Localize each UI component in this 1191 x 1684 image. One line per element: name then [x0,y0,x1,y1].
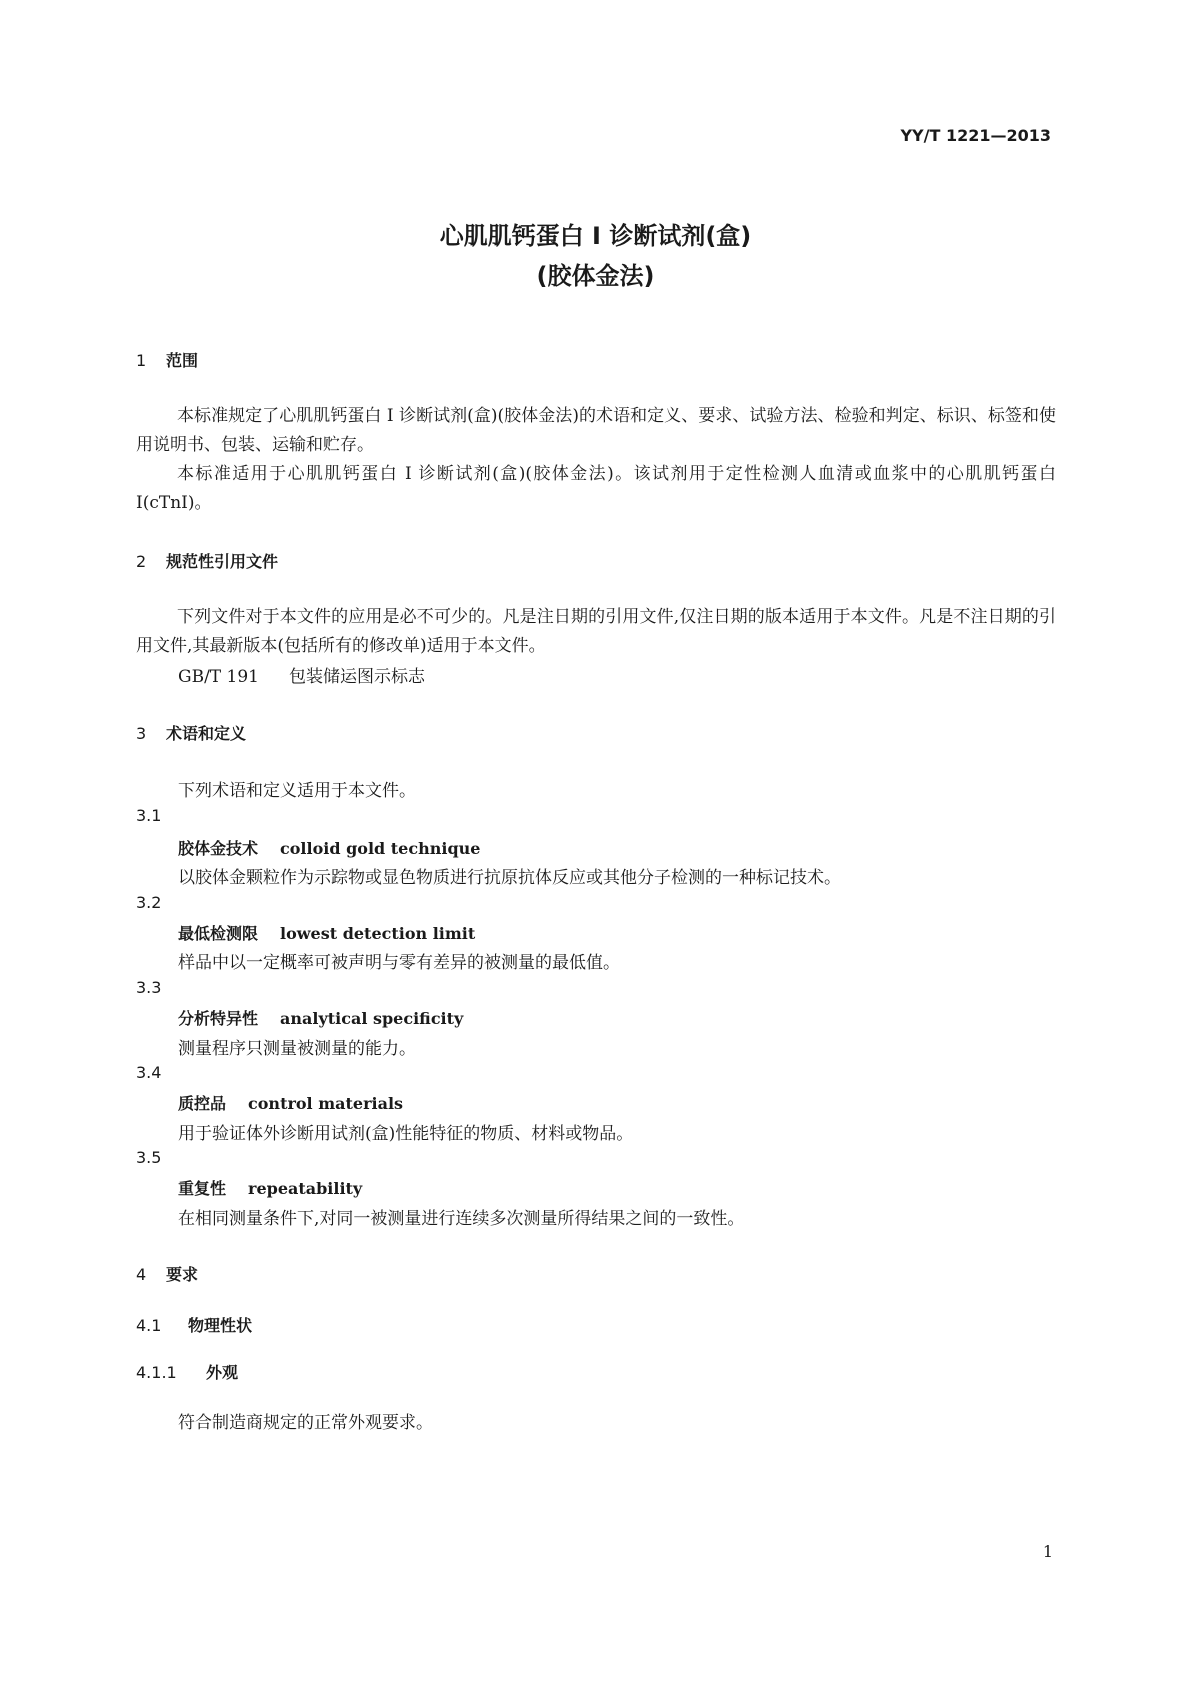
term-heading [178,1006,463,1029]
term-definition: 在相同测量条件下,对同一被测量进行连续多次测量所得结果之间的一致性。 [178,1209,745,1229]
section-title: 要求 [166,1265,199,1284]
section-1-heading [136,348,198,371]
section-number: 2 [136,552,147,571]
term-en: analytical specificity [280,1009,464,1028]
subsection-number: 4.1.1 [136,1363,177,1382]
term-definition: 以胶体金颗粒作为示踪物或显色物质进行抗原抗体反应或其他分子检测的一种标记技术。 [178,868,841,888]
term-definition: 测量程序只测量被测量的能力。 [178,1039,416,1059]
term-en: lowest detection limit [280,924,476,943]
standard-code: YY/T 1221—2013 [900,126,1051,145]
section-3-heading [136,721,246,744]
subsection-4-1-1-heading [136,1360,238,1383]
term-number: 3.5 [136,1148,162,1167]
term-zh: 重复性 [178,1179,227,1198]
term-definition: 用于验证体外诊断用试剂(盒)性能特征的物质、材料或物品。 [178,1124,634,1144]
section-number: 3 [136,724,147,743]
term-en: repeatability [248,1179,363,1198]
term-definition: 样品中以一定概率可被声明与零有差异的被测量的最低值。 [178,953,620,973]
subsection-number: 4.1 [136,1316,162,1335]
term-heading [178,1176,362,1199]
document-title: 心肌肌钙蛋白 I 诊断试剂(盒) [439,222,752,250]
section-3-intro: 下列术语和定义适用于本文件。 [178,781,416,801]
term-zh: 质控品 [178,1094,227,1113]
section-4-heading [136,1262,198,1285]
section-title: 术语和定义 [166,724,247,743]
reference-title: 包装储运图示标志 [289,667,425,687]
section-1-paragraph-2: 本标准适用于心肌肌钙蛋白 I 诊断试剂(盒)(胶体金法)。该试剂用于定性检测人血清或血浆中的心肌肌钙蛋白 I(cTnI)。 [136,464,1056,513]
section-2-paragraph-1: 下列文件对于本文件的应用是必不可少的。凡是注日期的引用文件,仅注日期的版本适用于本文件。凡是不注日期的引用文件,其最新版本(包括所有的修改单)适用于本文件。 [136,607,1056,656]
section-number: 4 [136,1265,147,1284]
subsection-title: 外观 [206,1363,239,1382]
subsection-title: 物理性状 [188,1316,253,1335]
page-number: 1 [1042,1542,1053,1561]
term-heading [178,1091,403,1114]
term-heading [178,836,480,859]
term-en: control materials [248,1094,404,1113]
section-4-paragraph-1: 符合制造商规定的正常外观要求。 [178,1413,433,1433]
section-title: 范围 [166,351,199,370]
term-number: 3.4 [136,1063,162,1082]
term-heading [178,921,475,944]
term-number: 3.1 [136,806,162,825]
term-zh: 分析特异性 [178,1009,259,1028]
subsection-4-1-heading [136,1313,252,1336]
section-title: 规范性引用文件 [166,552,279,571]
reference-code: GB/T 191 [178,667,259,687]
term-en: colloid gold technique [280,839,481,858]
section-number: 1 [136,351,147,370]
section-1-paragraph-1: 本标准规定了心肌肌钙蛋白 I 诊断试剂(盒)(胶体金法)的术语和定义、要求、试验方法、检验和判定、标识、标签和使用说明书、包装、运输和贮存。 [136,406,1056,455]
normative-reference [178,662,425,687]
term-number: 3.3 [136,978,162,997]
term-zh: 胶体金技术 [178,839,259,858]
term-number: 3.2 [136,893,162,912]
term-zh: 最低检测限 [178,924,259,943]
section-2-heading [136,549,278,572]
document-subtitle: (胶体金法) [536,262,655,290]
